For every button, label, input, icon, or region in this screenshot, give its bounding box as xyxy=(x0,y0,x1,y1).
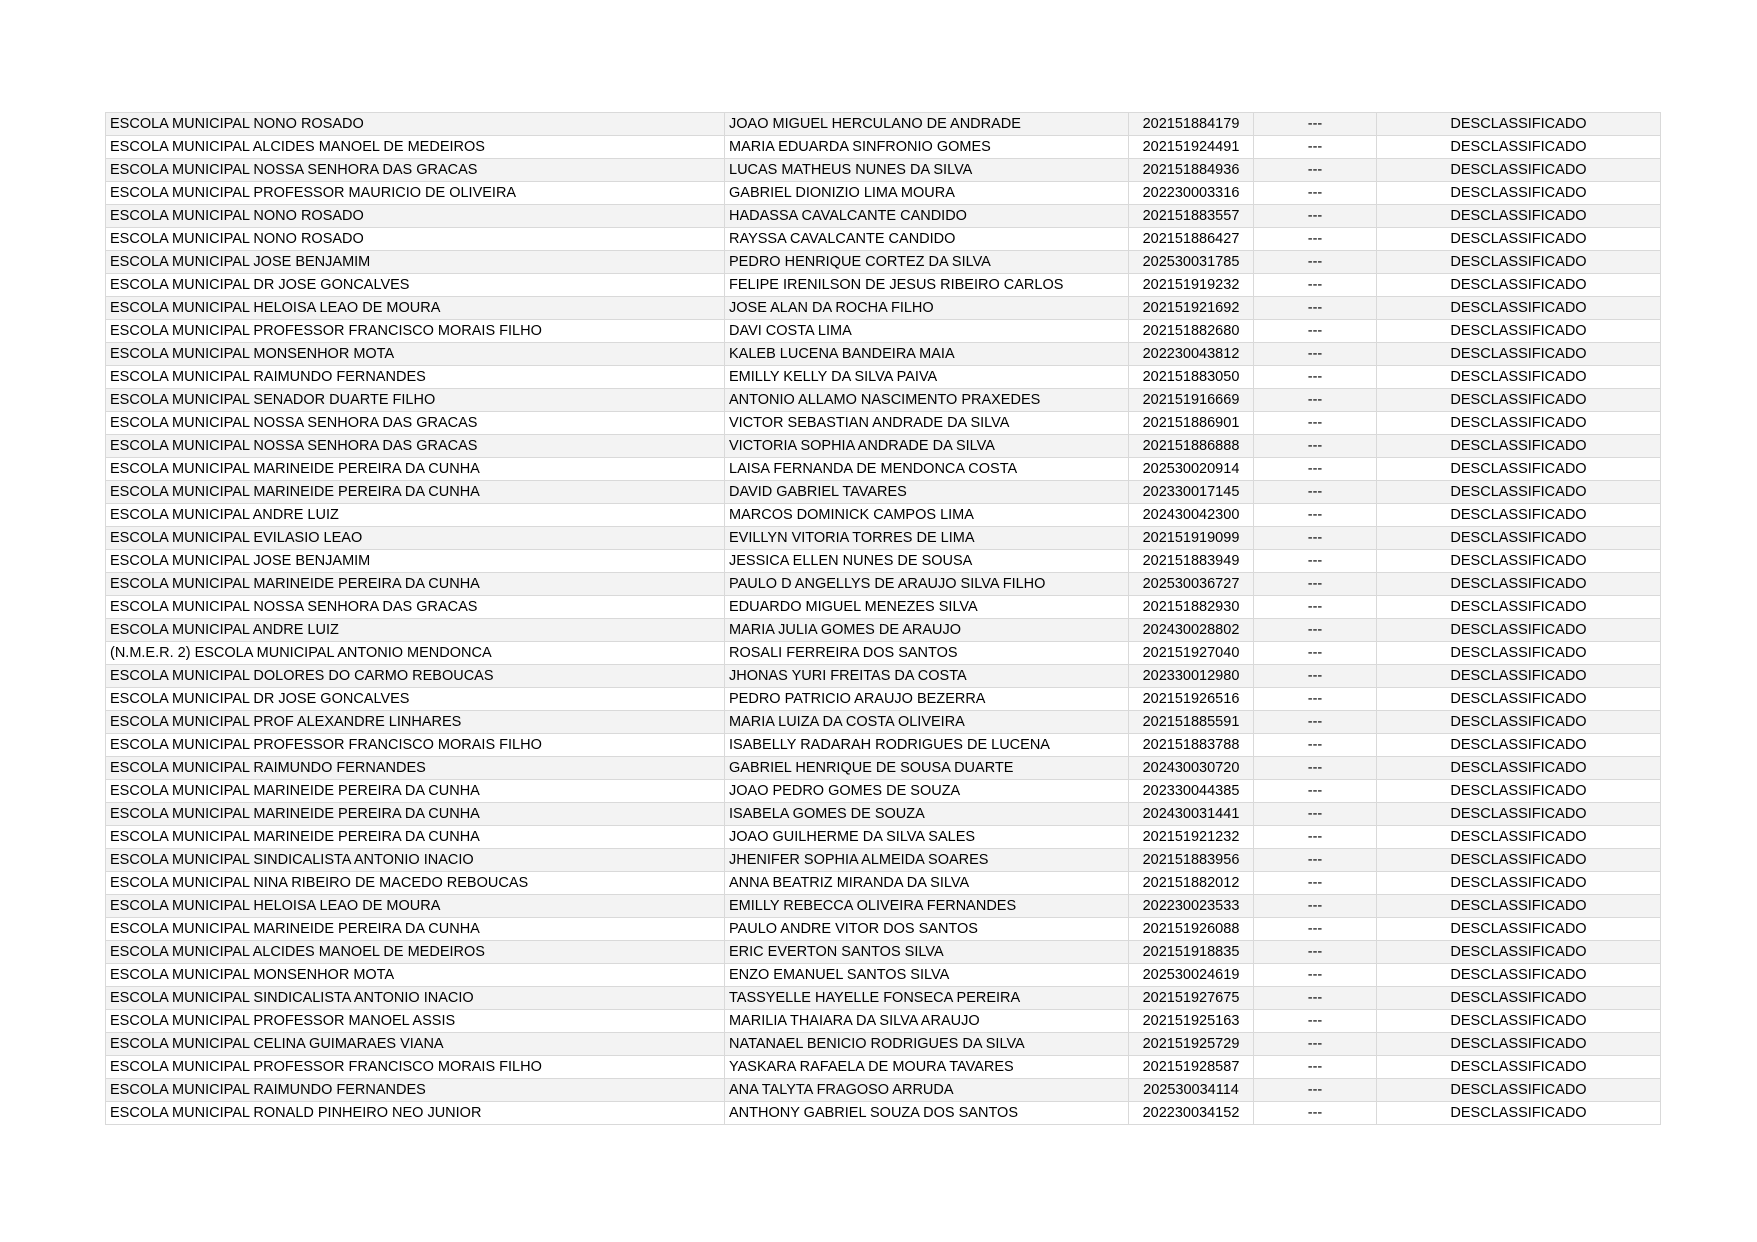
status-cell: DESCLASSIFICADO xyxy=(1377,458,1661,481)
school-cell: ESCOLA MUNICIPAL PROFESSOR FRANCISCO MORAIS FILHO xyxy=(106,734,725,757)
school-cell: ESCOLA MUNICIPAL SENADOR DUARTE FILHO xyxy=(106,389,725,412)
school-cell: ESCOLA MUNICIPAL NOSSA SENHORA DAS GRACAS xyxy=(106,412,725,435)
school-cell: ESCOLA MUNICIPAL MARINEIDE PEREIRA DA CUNHA xyxy=(106,573,725,596)
table-row xyxy=(106,297,1661,320)
score-cell: --- xyxy=(1254,550,1377,573)
score-cell: --- xyxy=(1254,688,1377,711)
student-name-cell: ANNA BEATRIZ MIRANDA DA SILVA xyxy=(725,872,1129,895)
status-cell: DESCLASSIFICADO xyxy=(1377,918,1661,941)
status-cell: DESCLASSIFICADO xyxy=(1377,113,1661,136)
student-name-cell: PEDRO HENRIQUE CORTEZ DA SILVA xyxy=(725,251,1129,274)
student-name-cell: DAVID GABRIEL TAVARES xyxy=(725,481,1129,504)
registration-id-cell: 202330017145 xyxy=(1129,481,1254,504)
school-cell: ESCOLA MUNICIPAL NOSSA SENHORA DAS GRACAS xyxy=(106,159,725,182)
registration-id-cell: 202151924491 xyxy=(1129,136,1254,159)
score-cell: --- xyxy=(1254,274,1377,297)
score-cell: --- xyxy=(1254,113,1377,136)
status-cell: DESCLASSIFICADO xyxy=(1377,251,1661,274)
status-cell: DESCLASSIFICADO xyxy=(1377,527,1661,550)
school-cell: ESCOLA MUNICIPAL NOSSA SENHORA DAS GRACAS xyxy=(106,596,725,619)
registration-id-cell: 202530020914 xyxy=(1129,458,1254,481)
school-cell: ESCOLA MUNICIPAL RONALD PINHEIRO NEO JUNIOR xyxy=(106,1102,725,1125)
status-cell: DESCLASSIFICADO xyxy=(1377,665,1661,688)
registration-id-cell: 202530034114 xyxy=(1129,1079,1254,1102)
status-cell: DESCLASSIFICADO xyxy=(1377,780,1661,803)
table-row xyxy=(106,274,1661,297)
school-cell: ESCOLA MUNICIPAL NONO ROSADO xyxy=(106,228,725,251)
score-cell: --- xyxy=(1254,619,1377,642)
table-row xyxy=(106,757,1661,780)
table-row xyxy=(106,504,1661,527)
score-cell: --- xyxy=(1254,504,1377,527)
school-cell: ESCOLA MUNICIPAL JOSE BENJAMIM xyxy=(106,550,725,573)
student-name-cell: JOSE ALAN DA ROCHA FILHO xyxy=(725,297,1129,320)
student-name-cell: TASSYELLE HAYELLE FONSECA PEREIRA xyxy=(725,987,1129,1010)
registration-id-cell: 202430028802 xyxy=(1129,619,1254,642)
table-row xyxy=(106,734,1661,757)
school-cell: ESCOLA MUNICIPAL ALCIDES MANOEL DE MEDEIROS xyxy=(106,941,725,964)
school-cell: ESCOLA MUNICIPAL EVILASIO LEAO xyxy=(106,527,725,550)
status-cell: DESCLASSIFICADO xyxy=(1377,803,1661,826)
student-name-cell: JHENIFER SOPHIA ALMEIDA SOARES xyxy=(725,849,1129,872)
status-cell: DESCLASSIFICADO xyxy=(1377,872,1661,895)
table-row xyxy=(106,1079,1661,1102)
student-name-cell: DAVI COSTA LIMA xyxy=(725,320,1129,343)
score-cell: --- xyxy=(1254,159,1377,182)
school-cell: ESCOLA MUNICIPAL RAIMUNDO FERNANDES xyxy=(106,366,725,389)
registration-id-cell: 202151927040 xyxy=(1129,642,1254,665)
student-name-cell: EVILLYN VITORIA TORRES DE LIMA xyxy=(725,527,1129,550)
score-cell: --- xyxy=(1254,458,1377,481)
status-cell: DESCLASSIFICADO xyxy=(1377,1056,1661,1079)
table-row xyxy=(106,412,1661,435)
student-name-cell: JOAO MIGUEL HERCULANO DE ANDRADE xyxy=(725,113,1129,136)
table-row xyxy=(106,665,1661,688)
score-cell: --- xyxy=(1254,366,1377,389)
score-cell: --- xyxy=(1254,918,1377,941)
score-cell: --- xyxy=(1254,826,1377,849)
school-cell: ESCOLA MUNICIPAL DR JOSE GONCALVES xyxy=(106,274,725,297)
score-cell: --- xyxy=(1254,987,1377,1010)
registration-id-cell: 202151928587 xyxy=(1129,1056,1254,1079)
student-name-cell: ISABELA GOMES DE SOUZA xyxy=(725,803,1129,826)
table-row xyxy=(106,941,1661,964)
status-cell: DESCLASSIFICADO xyxy=(1377,757,1661,780)
score-cell: --- xyxy=(1254,573,1377,596)
student-name-cell: MARIA JULIA GOMES DE ARAUJO xyxy=(725,619,1129,642)
table-row xyxy=(106,343,1661,366)
table-row xyxy=(106,688,1661,711)
registration-id-cell: 202151882930 xyxy=(1129,596,1254,619)
status-cell: DESCLASSIFICADO xyxy=(1377,596,1661,619)
registration-id-cell: 202330012980 xyxy=(1129,665,1254,688)
score-cell: --- xyxy=(1254,964,1377,987)
registration-id-cell: 202151885591 xyxy=(1129,711,1254,734)
school-cell: ESCOLA MUNICIPAL PROFESSOR MAURICIO DE OLIVEIRA xyxy=(106,182,725,205)
status-cell: DESCLASSIFICADO xyxy=(1377,205,1661,228)
status-cell: DESCLASSIFICADO xyxy=(1377,826,1661,849)
table-row xyxy=(106,619,1661,642)
student-name-cell: PEDRO PATRICIO ARAUJO BEZERRA xyxy=(725,688,1129,711)
registration-id-cell: 202151925729 xyxy=(1129,1033,1254,1056)
school-cell: ESCOLA MUNICIPAL MARINEIDE PEREIRA DA CUNHA xyxy=(106,458,725,481)
table-row xyxy=(106,389,1661,412)
school-cell: ESCOLA MUNICIPAL NOSSA SENHORA DAS GRACAS xyxy=(106,435,725,458)
school-cell: ESCOLA MUNICIPAL MARINEIDE PEREIRA DA CUNHA xyxy=(106,780,725,803)
student-name-cell: JOAO GUILHERME DA SILVA SALES xyxy=(725,826,1129,849)
table-row xyxy=(106,803,1661,826)
school-cell: (N.M.E.R. 2) ESCOLA MUNICIPAL ANTONIO MENDONCA xyxy=(106,642,725,665)
school-cell: ESCOLA MUNICIPAL PROF ALEXANDRE LINHARES xyxy=(106,711,725,734)
table-row xyxy=(106,228,1661,251)
registration-id-cell: 202151927675 xyxy=(1129,987,1254,1010)
student-name-cell: VICTOR SEBASTIAN ANDRADE DA SILVA xyxy=(725,412,1129,435)
table-row xyxy=(106,596,1661,619)
status-cell: DESCLASSIFICADO xyxy=(1377,619,1661,642)
score-cell: --- xyxy=(1254,734,1377,757)
student-name-cell: ERIC EVERTON SANTOS SILVA xyxy=(725,941,1129,964)
registration-id-cell: 202151884936 xyxy=(1129,159,1254,182)
school-cell: ESCOLA MUNICIPAL ANDRE LUIZ xyxy=(106,619,725,642)
score-cell: --- xyxy=(1254,665,1377,688)
table-row xyxy=(106,366,1661,389)
registration-id-cell: 202151886888 xyxy=(1129,435,1254,458)
student-name-cell: NATANAEL BENICIO RODRIGUES DA SILVA xyxy=(725,1033,1129,1056)
table-row xyxy=(106,780,1661,803)
registration-id-cell: 202151883949 xyxy=(1129,550,1254,573)
school-cell: ESCOLA MUNICIPAL MARINEIDE PEREIRA DA CUNHA xyxy=(106,481,725,504)
registration-id-cell: 202430042300 xyxy=(1129,504,1254,527)
registration-id-cell: 202530031785 xyxy=(1129,251,1254,274)
school-cell: ESCOLA MUNICIPAL SINDICALISTA ANTONIO INACIO xyxy=(106,849,725,872)
registration-id-cell: 202230023533 xyxy=(1129,895,1254,918)
registration-id-cell: 202151883557 xyxy=(1129,205,1254,228)
table-row xyxy=(106,182,1661,205)
score-cell: --- xyxy=(1254,780,1377,803)
registration-id-cell: 202151886427 xyxy=(1129,228,1254,251)
school-cell: ESCOLA MUNICIPAL HELOISA LEAO DE MOURA xyxy=(106,297,725,320)
table-row xyxy=(106,205,1661,228)
student-name-cell: KALEB LUCENA BANDEIRA MAIA xyxy=(725,343,1129,366)
school-cell: ESCOLA MUNICIPAL MARINEIDE PEREIRA DA CUNHA xyxy=(106,918,725,941)
status-cell: DESCLASSIFICADO xyxy=(1377,1102,1661,1125)
registration-id-cell: 202151882680 xyxy=(1129,320,1254,343)
status-cell: DESCLASSIFICADO xyxy=(1377,1033,1661,1056)
school-cell: ESCOLA MUNICIPAL NINA RIBEIRO DE MACEDO REBOUCAS xyxy=(106,872,725,895)
registration-id-cell: 202430031441 xyxy=(1129,803,1254,826)
registration-id-cell: 202151925163 xyxy=(1129,1010,1254,1033)
school-cell: ESCOLA MUNICIPAL PROFESSOR MANOEL ASSIS xyxy=(106,1010,725,1033)
status-cell: DESCLASSIFICADO xyxy=(1377,182,1661,205)
score-cell: --- xyxy=(1254,205,1377,228)
registration-id-cell: 202530036727 xyxy=(1129,573,1254,596)
school-cell: ESCOLA MUNICIPAL DOLORES DO CARMO REBOUCAS xyxy=(106,665,725,688)
student-name-cell: ENZO EMANUEL SANTOS SILVA xyxy=(725,964,1129,987)
status-cell: DESCLASSIFICADO xyxy=(1377,849,1661,872)
registration-id-cell: 202330044385 xyxy=(1129,780,1254,803)
score-cell: --- xyxy=(1254,1102,1377,1125)
school-cell: ESCOLA MUNICIPAL MARINEIDE PEREIRA DA CUNHA xyxy=(106,803,725,826)
score-cell: --- xyxy=(1254,642,1377,665)
student-name-cell: EMILLY KELLY DA SILVA PAIVA xyxy=(725,366,1129,389)
student-name-cell: PAULO D ANGELLYS DE ARAUJO SILVA FILHO xyxy=(725,573,1129,596)
student-name-cell: ANA TALYTA FRAGOSO ARRUDA xyxy=(725,1079,1129,1102)
score-cell: --- xyxy=(1254,849,1377,872)
status-cell: DESCLASSIFICADO xyxy=(1377,711,1661,734)
registration-id-cell: 202151926516 xyxy=(1129,688,1254,711)
registration-id-cell: 202151921232 xyxy=(1129,826,1254,849)
score-cell: --- xyxy=(1254,251,1377,274)
status-cell: DESCLASSIFICADO xyxy=(1377,228,1661,251)
score-cell: --- xyxy=(1254,435,1377,458)
student-name-cell: ISABELLY RADARAH RODRIGUES DE LUCENA xyxy=(725,734,1129,757)
school-cell: ESCOLA MUNICIPAL ALCIDES MANOEL DE MEDEIROS xyxy=(106,136,725,159)
score-cell: --- xyxy=(1254,1033,1377,1056)
student-name-cell: LAISA FERNANDA DE MENDONCA COSTA xyxy=(725,458,1129,481)
results-table xyxy=(105,112,1661,1125)
table-row xyxy=(106,481,1661,504)
status-cell: DESCLASSIFICADO xyxy=(1377,895,1661,918)
student-name-cell: VICTORIA SOPHIA ANDRADE DA SILVA xyxy=(725,435,1129,458)
student-name-cell: JHONAS YURI FREITAS DA COSTA xyxy=(725,665,1129,688)
student-name-cell: EDUARDO MIGUEL MENEZES SILVA xyxy=(725,596,1129,619)
status-cell: DESCLASSIFICADO xyxy=(1377,343,1661,366)
table-row xyxy=(106,918,1661,941)
student-name-cell: MARILIA THAIARA DA SILVA ARAUJO xyxy=(725,1010,1129,1033)
score-cell: --- xyxy=(1254,182,1377,205)
table-row xyxy=(106,113,1661,136)
table-row xyxy=(106,251,1661,274)
status-cell: DESCLASSIFICADO xyxy=(1377,435,1661,458)
student-name-cell: MARIA EDUARDA SINFRONIO GOMES xyxy=(725,136,1129,159)
school-cell: ESCOLA MUNICIPAL NONO ROSADO xyxy=(106,113,725,136)
results-table-body xyxy=(106,113,1661,1125)
school-cell: ESCOLA MUNICIPAL MONSENHOR MOTA xyxy=(106,343,725,366)
student-name-cell: EMILLY REBECCA OLIVEIRA FERNANDES xyxy=(725,895,1129,918)
table-row xyxy=(106,320,1661,343)
registration-id-cell: 202230043812 xyxy=(1129,343,1254,366)
score-cell: --- xyxy=(1254,320,1377,343)
student-name-cell: MARCOS DOMINICK CAMPOS LIMA xyxy=(725,504,1129,527)
status-cell: DESCLASSIFICADO xyxy=(1377,550,1661,573)
registration-id-cell: 202151926088 xyxy=(1129,918,1254,941)
status-cell: DESCLASSIFICADO xyxy=(1377,389,1661,412)
table-row xyxy=(106,1056,1661,1079)
status-cell: DESCLASSIFICADO xyxy=(1377,366,1661,389)
score-cell: --- xyxy=(1254,136,1377,159)
table-row xyxy=(106,849,1661,872)
student-name-cell: JOAO PEDRO GOMES DE SOUZA xyxy=(725,780,1129,803)
registration-id-cell: 202151919099 xyxy=(1129,527,1254,550)
status-cell: DESCLASSIFICADO xyxy=(1377,481,1661,504)
student-name-cell: FELIPE IRENILSON DE JESUS RIBEIRO CARLOS xyxy=(725,274,1129,297)
table-row xyxy=(106,826,1661,849)
table-row xyxy=(106,136,1661,159)
student-name-cell: ROSALI FERREIRA DOS SANTOS xyxy=(725,642,1129,665)
table-row xyxy=(106,159,1661,182)
table-row xyxy=(106,895,1661,918)
score-cell: --- xyxy=(1254,895,1377,918)
table-row xyxy=(106,642,1661,665)
school-cell: ESCOLA MUNICIPAL CELINA GUIMARAES VIANA xyxy=(106,1033,725,1056)
status-cell: DESCLASSIFICADO xyxy=(1377,964,1661,987)
registration-id-cell: 202430030720 xyxy=(1129,757,1254,780)
registration-id-cell: 202151918835 xyxy=(1129,941,1254,964)
table-row xyxy=(106,711,1661,734)
registration-id-cell: 202151919232 xyxy=(1129,274,1254,297)
score-cell: --- xyxy=(1254,596,1377,619)
table-row xyxy=(106,527,1661,550)
status-cell: DESCLASSIFICADO xyxy=(1377,320,1661,343)
school-cell: ESCOLA MUNICIPAL RAIMUNDO FERNANDES xyxy=(106,1079,725,1102)
student-name-cell: LUCAS MATHEUS NUNES DA SILVA xyxy=(725,159,1129,182)
student-name-cell: HADASSA CAVALCANTE CANDIDO xyxy=(725,205,1129,228)
status-cell: DESCLASSIFICADO xyxy=(1377,1079,1661,1102)
table-row xyxy=(106,573,1661,596)
registration-id-cell: 202151886901 xyxy=(1129,412,1254,435)
score-cell: --- xyxy=(1254,803,1377,826)
score-cell: --- xyxy=(1254,1010,1377,1033)
student-name-cell: MARIA LUIZA DA COSTA OLIVEIRA xyxy=(725,711,1129,734)
score-cell: --- xyxy=(1254,343,1377,366)
school-cell: ESCOLA MUNICIPAL NONO ROSADO xyxy=(106,205,725,228)
status-cell: DESCLASSIFICADO xyxy=(1377,573,1661,596)
score-cell: --- xyxy=(1254,941,1377,964)
school-cell: ESCOLA MUNICIPAL SINDICALISTA ANTONIO INACIO xyxy=(106,987,725,1010)
score-cell: --- xyxy=(1254,872,1377,895)
student-name-cell: PAULO ANDRE VITOR DOS SANTOS xyxy=(725,918,1129,941)
registration-id-cell: 202151883788 xyxy=(1129,734,1254,757)
status-cell: DESCLASSIFICADO xyxy=(1377,274,1661,297)
status-cell: DESCLASSIFICADO xyxy=(1377,941,1661,964)
table-row xyxy=(106,872,1661,895)
registration-id-cell: 202230003316 xyxy=(1129,182,1254,205)
score-cell: --- xyxy=(1254,228,1377,251)
score-cell: --- xyxy=(1254,481,1377,504)
school-cell: ESCOLA MUNICIPAL MARINEIDE PEREIRA DA CUNHA xyxy=(106,826,725,849)
student-name-cell: JESSICA ELLEN NUNES DE SOUSA xyxy=(725,550,1129,573)
school-cell: ESCOLA MUNICIPAL JOSE BENJAMIM xyxy=(106,251,725,274)
status-cell: DESCLASSIFICADO xyxy=(1377,297,1661,320)
student-name-cell: RAYSSA CAVALCANTE CANDIDO xyxy=(725,228,1129,251)
school-cell: ESCOLA MUNICIPAL PROFESSOR FRANCISCO MORAIS FILHO xyxy=(106,320,725,343)
registration-id-cell: 202151921692 xyxy=(1129,297,1254,320)
status-cell: DESCLASSIFICADO xyxy=(1377,504,1661,527)
table-row xyxy=(106,987,1661,1010)
status-cell: DESCLASSIFICADO xyxy=(1377,642,1661,665)
student-name-cell: ANTHONY GABRIEL SOUZA DOS SANTOS xyxy=(725,1102,1129,1125)
table-row xyxy=(106,1102,1661,1125)
score-cell: --- xyxy=(1254,711,1377,734)
status-cell: DESCLASSIFICADO xyxy=(1377,159,1661,182)
school-cell: ESCOLA MUNICIPAL PROFESSOR FRANCISCO MORAIS FILHO xyxy=(106,1056,725,1079)
registration-id-cell: 202151916669 xyxy=(1129,389,1254,412)
student-name-cell: YASKARA RAFAELA DE MOURA TAVARES xyxy=(725,1056,1129,1079)
table-row xyxy=(106,435,1661,458)
school-cell: ESCOLA MUNICIPAL DR JOSE GONCALVES xyxy=(106,688,725,711)
score-cell: --- xyxy=(1254,757,1377,780)
status-cell: DESCLASSIFICADO xyxy=(1377,734,1661,757)
status-cell: DESCLASSIFICADO xyxy=(1377,987,1661,1010)
status-cell: DESCLASSIFICADO xyxy=(1377,412,1661,435)
table-row xyxy=(106,550,1661,573)
table-row xyxy=(106,458,1661,481)
student-name-cell: ANTONIO ALLAMO NASCIMENTO PRAXEDES xyxy=(725,389,1129,412)
school-cell: ESCOLA MUNICIPAL RAIMUNDO FERNANDES xyxy=(106,757,725,780)
student-name-cell: GABRIEL DIONIZIO LIMA MOURA xyxy=(725,182,1129,205)
score-cell: --- xyxy=(1254,389,1377,412)
score-cell: --- xyxy=(1254,297,1377,320)
school-cell: ESCOLA MUNICIPAL HELOISA LEAO DE MOURA xyxy=(106,895,725,918)
status-cell: DESCLASSIFICADO xyxy=(1377,1010,1661,1033)
table-row xyxy=(106,964,1661,987)
score-cell: --- xyxy=(1254,412,1377,435)
score-cell: --- xyxy=(1254,1056,1377,1079)
status-cell: DESCLASSIFICADO xyxy=(1377,688,1661,711)
registration-id-cell: 202151883050 xyxy=(1129,366,1254,389)
score-cell: --- xyxy=(1254,1079,1377,1102)
table-row xyxy=(106,1033,1661,1056)
registration-id-cell: 202151884179 xyxy=(1129,113,1254,136)
registration-id-cell: 202530024619 xyxy=(1129,964,1254,987)
school-cell: ESCOLA MUNICIPAL ANDRE LUIZ xyxy=(106,504,725,527)
student-name-cell: GABRIEL HENRIQUE DE SOUSA DUARTE xyxy=(725,757,1129,780)
status-cell: DESCLASSIFICADO xyxy=(1377,136,1661,159)
table-row xyxy=(106,1010,1661,1033)
registration-id-cell: 202230034152 xyxy=(1129,1102,1254,1125)
score-cell: --- xyxy=(1254,527,1377,550)
school-cell: ESCOLA MUNICIPAL MONSENHOR MOTA xyxy=(106,964,725,987)
registration-id-cell: 202151882012 xyxy=(1129,872,1254,895)
registration-id-cell: 202151883956 xyxy=(1129,849,1254,872)
